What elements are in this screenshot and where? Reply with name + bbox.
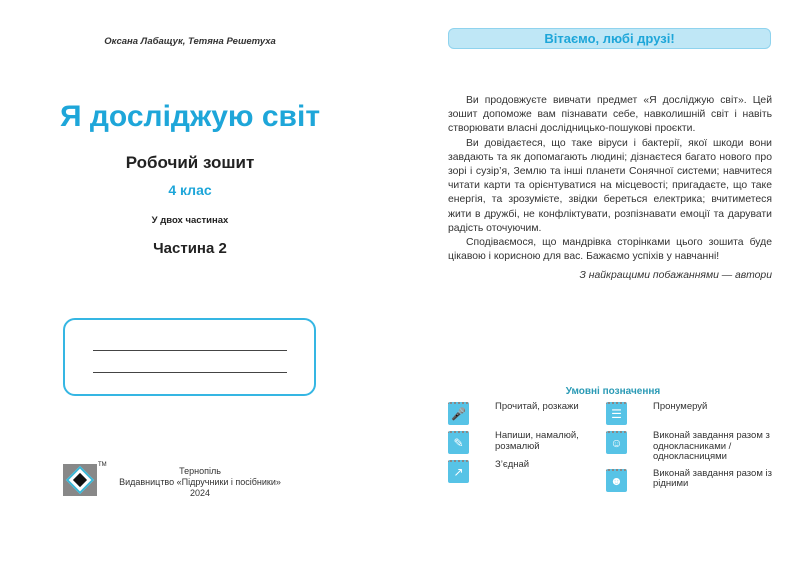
legend-item: ✎ Напиши, намалюй, розмалюй bbox=[448, 431, 598, 454]
connect-arrow-icon: ↗ bbox=[448, 460, 469, 483]
microphone-icon: 🎤 bbox=[448, 402, 469, 425]
grade: 4 клас bbox=[168, 182, 212, 198]
authors: Оксана Лабащук, Тетяна Решетуха bbox=[104, 36, 276, 47]
name-line bbox=[93, 350, 287, 351]
intro-paragraph: Сподіваємося, що мандрівка сторінками цього зошита буде цікавою і корисною для вас. Бажаємо успіхів у навчанні! bbox=[448, 237, 772, 263]
legend-title: Умовні позначення bbox=[565, 386, 661, 397]
year: 2024 bbox=[189, 488, 211, 498]
part-number: Частина 2 bbox=[153, 240, 227, 257]
classmates-icon: ☺ bbox=[606, 431, 627, 454]
intro-text bbox=[448, 94, 772, 264]
legend-column bbox=[606, 402, 781, 492]
legend-column bbox=[448, 402, 598, 483]
publisher-logo bbox=[63, 464, 97, 496]
trademark: TM bbox=[98, 462, 107, 468]
intro-heading: Вітаємо, любі друзі! bbox=[448, 28, 771, 49]
signature: З найкращими побажаннями — автори bbox=[579, 270, 772, 282]
publisher-info bbox=[100, 466, 300, 499]
publisher: Видавництво «Підручники і посібники» bbox=[119, 477, 281, 487]
legend-item: ☺ Виконай завдання разом з однокласниками / однокласницями bbox=[606, 431, 781, 463]
legend-item: ☰ Пронумеруй bbox=[606, 402, 781, 425]
pencil-icon: ✎ bbox=[448, 431, 469, 454]
name-line bbox=[93, 372, 287, 373]
city: Тернопіль bbox=[179, 466, 221, 476]
family-icon: ☻ bbox=[606, 469, 627, 492]
book-subtitle: Робочий зошит bbox=[125, 153, 255, 172]
parts-note: У двох частинах bbox=[151, 215, 229, 226]
legend-item: ↗ З’єднай bbox=[448, 460, 598, 483]
name-box bbox=[63, 318, 316, 396]
intro-section bbox=[448, 94, 772, 284]
legend-item: 🎤 Прочитай, розкажи bbox=[448, 402, 598, 425]
intro-paragraph: Ви продовжуєте вивчати предмет «Я досліджую світ». Цей зошит допоможе вам пізнавати себе, навколишній світ і навіть створювати власні дослідницько-пошукові проєкти. bbox=[448, 95, 772, 135]
intro-paragraph: Ви довідаєтеся, що таке віруси і бактерії, якої шкоди вони завдають та як допомагають людині; дізнаєтеся багато нового про зорі і сузір’я, Землю та інші планети Сонячної системи; навчитеся читати карти та орієнтуватися на місцевості; пригадаєте, що таке енергія, та зрозумієте, звідки береться електрика; вчитиметеся жити в дружбі, не конфліктувати, розпізнавати емоції та дарувати радість оточуючим. bbox=[448, 137, 772, 234]
book-title: Я досліджую світ bbox=[59, 100, 321, 133]
numbered-list-icon: ☰ bbox=[606, 402, 627, 425]
legend-item: ☻ Виконай завдання разом із рідними bbox=[606, 469, 781, 492]
